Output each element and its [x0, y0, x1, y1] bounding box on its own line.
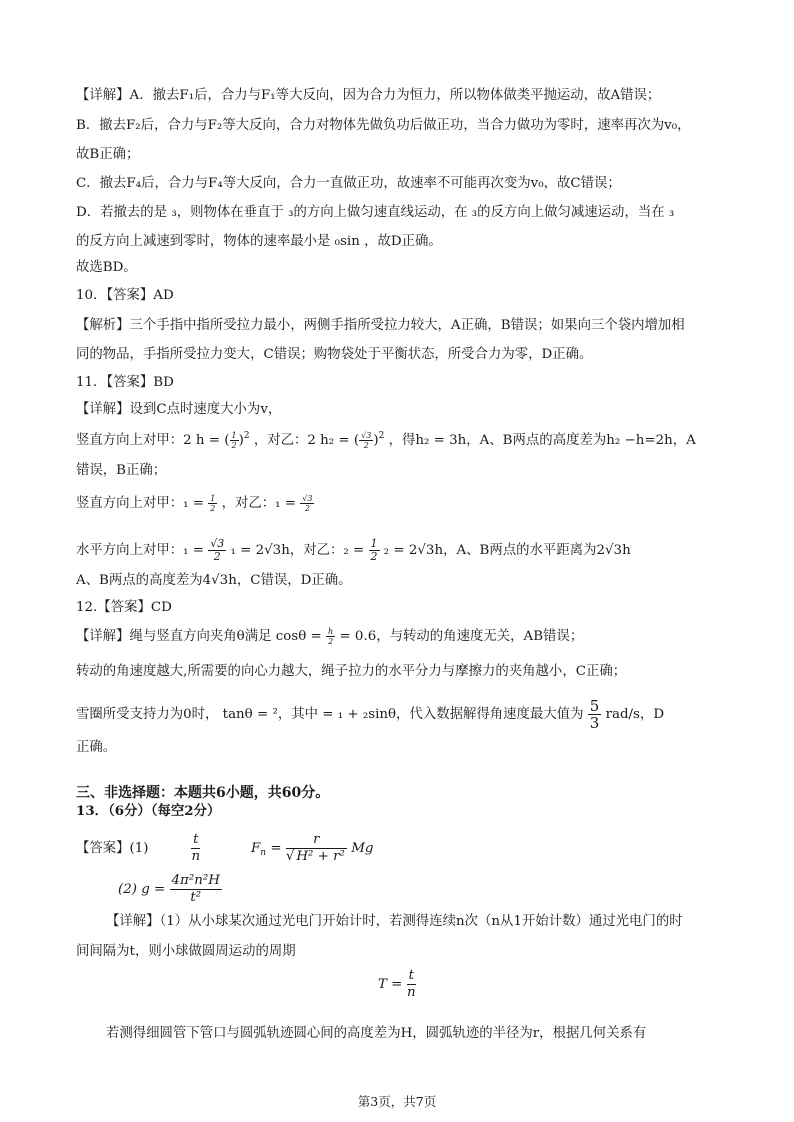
fraction: $\frac{1}{2}$	[370, 537, 378, 563]
eq-text: 雪圈所受支持力为0时， tanθ = ²，其中 = ₁ + ₂sinθ，代入数据解得角速度最大值为	[76, 707, 584, 722]
eq-text: rad/s，D	[605, 707, 665, 722]
fraction: $\frac{t}{n}$	[407, 968, 416, 1000]
text-line: 若测得细圆管下管口与圆弧轨迹圆心间的高度差为H，圆弧轨迹的半径为r，根据几何关系有	[106, 1026, 647, 1041]
fraction: $\frac{5}{3}$	[589, 697, 600, 732]
eq-text: 【详解】绳与竖直方向夹角θ满足 cosθ =	[76, 629, 322, 644]
question-answer: 11．【答案】BD	[76, 375, 174, 390]
text-line: B．撤去F₂后，合力与F₂等大反向，合力对物体先做负功后做正功，当合力做功为零时，速率再次为v₀，	[76, 118, 691, 133]
fraction: $\frac{√3}{2}$	[302, 494, 313, 513]
eq-text: ，得h₂ = 3h，A、B两点的高度差为h₂ −h=2h，A	[388, 433, 696, 448]
fraction: $\frac{h}{2}$	[328, 627, 334, 646]
text-line: 正确。	[76, 740, 117, 755]
text-line: 间间隔为t，则小球做圆周运动的周期	[76, 944, 296, 959]
eq-text: 竖直方向上对甲：₁ =	[76, 496, 204, 511]
eq-text: ，对乙：₁ =	[221, 496, 297, 511]
equation-line	[76, 627, 583, 647]
equation-line	[76, 494, 314, 514]
paren-frac: ( $\frac{√3}{2}$ )$^2$	[353, 431, 385, 450]
fraction: $\frac{√3}{2}$	[210, 537, 225, 563]
text-line: 【详解】设到C点时速度大小为v，	[76, 402, 282, 417]
text-line: 【详解】（1）从小球某次通过光电门开始计时，若测得连续n次（n从1开始计数）通过光电门的时	[106, 914, 683, 929]
eq-text: 水平方向上对甲：₁ =	[76, 543, 204, 558]
answer-label: 【答案】(1)	[76, 841, 149, 856]
question-answer: 10．【答案】AD	[76, 288, 174, 303]
text-line: D．若撤去的是 ₃，则物体在垂直于 ₃的方向上做匀速直线运动，在 ₃的反方向上做匀减速运动，当在 ₃	[76, 205, 675, 220]
text-line: 故B正确；	[76, 147, 140, 162]
fraction: $\frac{\text{4π²n²H}}{\text{t²}}$	[171, 873, 220, 905]
equation-line	[76, 426, 696, 451]
answer-line-2: (2) g = $\frac{\text{4π²n²H}}{\text{t²}}$	[118, 873, 220, 905]
eq-text: ，对乙：2 h₂ =	[253, 433, 350, 448]
text-line: 错误，B正确；	[76, 463, 167, 478]
equation-line	[76, 698, 664, 731]
text-line: 【详解】A．撤去F₁后，合力与F₁等大反向，因为合力为恒力，所以物体做类平抛运动，故A错误；	[76, 88, 661, 103]
eq-text: ₁ = 2√3h，对乙：₂ =	[230, 543, 365, 558]
text-line: A、B两点的高度差为4√3h，C错误，D正确。	[76, 573, 352, 588]
eq-text: = 0.6，与转动的角速度无关，AB错误；	[339, 629, 584, 644]
text-line: 的反方向上减速到零时，物体的速率最小是 ₀sin ，故D正确。	[76, 234, 442, 249]
equation-line	[76, 538, 631, 563]
fraction: $\frac{1}{2}$	[210, 494, 216, 513]
text-line: C．撤去F₄后，合力与F₄等大反向，合力一直做正功，故速率不可能再次变为v₀，故C错误；	[76, 176, 621, 191]
answer-line-1: 【答案】(1) $\frac{t}{n}$ $F_n$ = $\frac{r}{\text{√ H² + r²}}$ Mg	[76, 832, 374, 864]
fraction: $\frac{r}{\text{√ H² + r²}}$	[285, 832, 345, 864]
text-line: 同的物品，手指所受拉力变大，C错误；购物袋处于平衡状态，所受合力为零，D正确。	[76, 347, 593, 362]
period-equation: T = $\frac{t}{n}$	[377, 968, 416, 1000]
fraction: $\frac{t}{n}$	[191, 832, 201, 864]
page-footer: 第3页，共7页	[357, 1094, 437, 1109]
section-heading: 三、非选择题：本题共6小题，共60分。	[76, 785, 330, 801]
eq-text: 竖直方向上对甲：2 h =	[76, 433, 221, 448]
question-heading: 13．（6分）（每空2分）	[76, 803, 221, 819]
paren-frac: ( $\frac{1}{2}$ )$^2$	[224, 431, 250, 450]
text-line: 【解析】三个手指中指所受拉力最小，两侧手指所受拉力较大，A正确，B错误；如果向三个袋内增加相	[76, 318, 685, 333]
text-line: 故选BD。	[76, 260, 137, 275]
text-line: 转动的角速度越大,所需要的向心力越大，绳子拉力的水平分力与摩擦力的夹角越小，C正确；	[76, 664, 627, 679]
question-answer: 12.【答案】CD	[76, 600, 172, 615]
eq-text: ₂ = 2√3h，A、B两点的水平距离为2√3h	[383, 543, 631, 558]
